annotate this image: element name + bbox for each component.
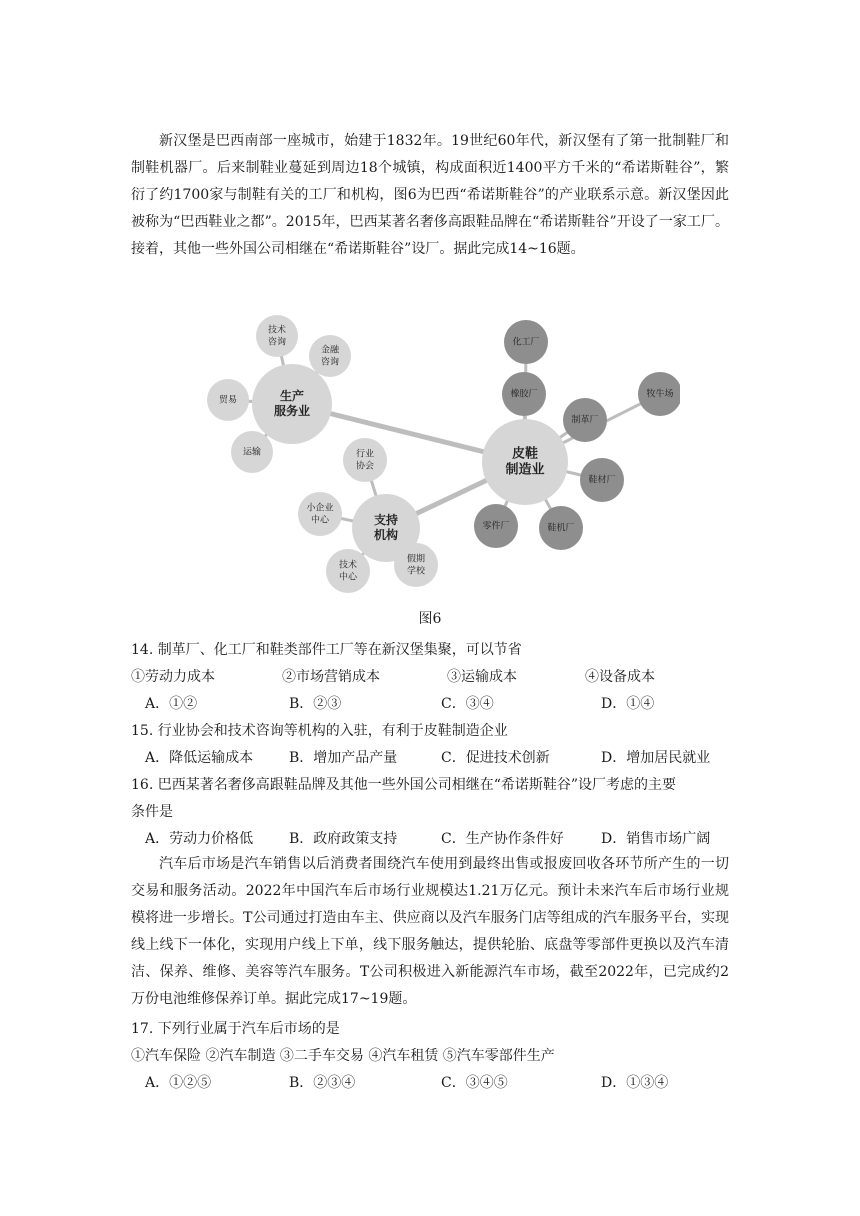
q16-option-a[interactable]: A．劳动力价格低 [145, 831, 254, 847]
hub-leather-shoe-manufacturing-label: 皮鞋 [511, 446, 539, 462]
support-node-2-label: 小企业 [306, 503, 334, 514]
support-node-1 [343, 438, 387, 482]
shoe-node-5-label: 鞋材厂 [588, 475, 616, 486]
shoe-node-1 [504, 320, 548, 364]
shoe-node-7 [474, 504, 518, 548]
services-node-4 [231, 431, 273, 473]
support-node-1-label: 行业 [355, 449, 375, 460]
q16-option-d[interactable]: D．销售市场广阔 [601, 831, 711, 847]
support-node-2-label: 中心 [310, 515, 330, 526]
passage-1: 新汉堡是巴西南部一座城市，始建于1832年。19世纪60年代，新汉堡有了第一批制鞋厂和制鞋机器厂。后来制鞋业蔓延到周边18个城镇，构成面积近1400平方千米的“希诺斯鞋谷”，繁衍了约1700家与制鞋有关的工厂和机构，图6为巴西“希诺斯鞋谷”的产业联系示意。新汉堡因此被称为“巴西鞋业之都”。2015年，巴西某著名奢侈高跟鞋品牌在“希诺斯鞋谷”开设了一家工厂。接着，其他一些外国公司相继在“希诺斯鞋谷”设厂。据此完成14~16题。 [131, 133, 729, 257]
q14-option-c[interactable]: C．③④ [441, 696, 494, 712]
services-node-1-circle [256, 315, 298, 357]
q14-option-b[interactable]: B．②③ [289, 696, 342, 712]
shoe-node-1-label: 化工厂 [512, 337, 540, 348]
hub-production-services [252, 364, 332, 444]
industry-linkage-diagram [200, 312, 680, 602]
shoe-node-2-label: 橡胶厂 [510, 389, 538, 400]
shoe-node-4-label: 制革厂 [571, 415, 599, 426]
support-node-1-label: 协会 [355, 461, 375, 472]
support-node-3 [326, 549, 370, 593]
q17-stem: 17. 下列行业属于汽车后市场的是 [131, 1021, 340, 1037]
hub-support-institutions-label: 机构 [373, 528, 399, 542]
q15-option-c[interactable]: C．促进技术创新 [441, 750, 550, 766]
q16-option-c[interactable]: C．生产协作条件好 [441, 831, 564, 847]
services-node-4-label: 运输 [242, 447, 262, 458]
shoe-node-3 [638, 372, 680, 416]
q15-option-d[interactable]: D．增加居民就业 [601, 750, 711, 766]
services-node-1-label: 技术 [267, 325, 287, 336]
hub-leather-shoe-manufacturing-label: 制造业 [505, 462, 545, 478]
shoe-node-6-label: 鞋机厂 [547, 523, 575, 534]
services-node-2-label: 咨询 [320, 357, 340, 368]
hub-production-services-label: 生产 [279, 389, 305, 403]
q16-option-b[interactable]: B．政府政策支持 [289, 831, 398, 847]
shoe-node-2 [502, 372, 546, 416]
q17-option-b[interactable]: B．②③④ [289, 1075, 356, 1091]
q14-item-2: ②市场营销成本 [282, 669, 380, 685]
services-node-2-label: 金融 [320, 345, 340, 356]
q14-item-3: ③运输成本 [447, 669, 517, 685]
services-node-3 [207, 379, 249, 421]
services-node-2-circle [309, 335, 351, 377]
figure-caption: 图6 [418, 611, 442, 627]
shoe-node-3-label: 牧牛场 [646, 389, 674, 400]
q14-item-1: ①劳动力成本 [131, 669, 215, 685]
q16-stem-line-1: 16. 巴西某著名奢侈高跟鞋品牌及其他一些外国公司相继在“希诺斯鞋谷”设厂考虑的主要 [131, 777, 677, 793]
passage-2: 汽车后市场是汽车销售以后消费者围绕汽车使用到最终出售或报废回收各环节所产生的一切交易和服务活动。2022年中国汽车后市场行业规模达1.21万亿元。预计未来汽车后市场行业规模将进一步增长。T公司通过打造由车主、供应商以及汽车服务门店等组成的汽车服务平台，实现线上线下一体化，实现用户线上下单，线下服务触达，提供轮胎、底盘等零部件更换以及汽车清洁、保养、维修、美容等汽车服务。T公司积极进入新能源汽车市场，截至2022年，已完成约2万份电池维修保养订单。据此完成17~19题。 [131, 856, 729, 1007]
support-node-3-label: 中心 [338, 572, 358, 583]
support-node-4-label: 学校 [406, 566, 426, 577]
q17-items: ①汽车保险 ②汽车制造 ③二手车交易 ④汽车租赁 ⑤汽车零部件生产 [131, 1048, 555, 1064]
q15-option-a[interactable]: A．降低运输成本 [145, 750, 254, 766]
q14-item-4: ④设备成本 [585, 669, 655, 685]
q15-option-b[interactable]: B．增加产品产量 [289, 750, 398, 766]
services-node-1-label: 咨询 [267, 337, 287, 348]
shoe-node-6 [539, 506, 583, 550]
q15-stem: 15. 行业协会和技术咨询等机构的入驻，有利于皮鞋制造企业 [131, 723, 508, 739]
hub-production-services-label: 服务业 [273, 404, 311, 418]
hub-support-institutions [352, 494, 420, 562]
support-node-2-circle [298, 492, 342, 536]
hub-leather-shoe-manufacturing [482, 419, 568, 505]
services-node-1 [256, 315, 298, 357]
support-node-3-circle [326, 549, 370, 593]
support-node-1-circle [343, 438, 387, 482]
support-node-2 [298, 492, 342, 536]
q17-option-c[interactable]: C．③④⑤ [441, 1075, 508, 1091]
q17-option-d[interactable]: D．①③④ [601, 1075, 669, 1091]
hub-support-institutions-label: 支持 [373, 513, 399, 527]
q14-stem: 14. 制革厂、化工厂和鞋类部件工厂等在新汉堡集聚，可以节省 [131, 642, 522, 658]
support-node-3-label: 技术 [338, 560, 358, 571]
shoe-node-7-label: 零件厂 [482, 521, 510, 532]
shoe-node-4 [563, 398, 607, 442]
shoe-node-5 [580, 458, 624, 502]
support-node-4-label: 假期 [406, 554, 426, 565]
q14-option-d[interactable]: D．①④ [601, 696, 655, 712]
services-node-3-label: 贸易 [218, 395, 238, 406]
q16-stem-line-2: 条件是 [131, 804, 173, 820]
q17-option-a[interactable]: A．①②⑤ [145, 1075, 212, 1091]
q14-option-a[interactable]: A．①② [145, 696, 198, 712]
services-node-2 [309, 335, 351, 377]
